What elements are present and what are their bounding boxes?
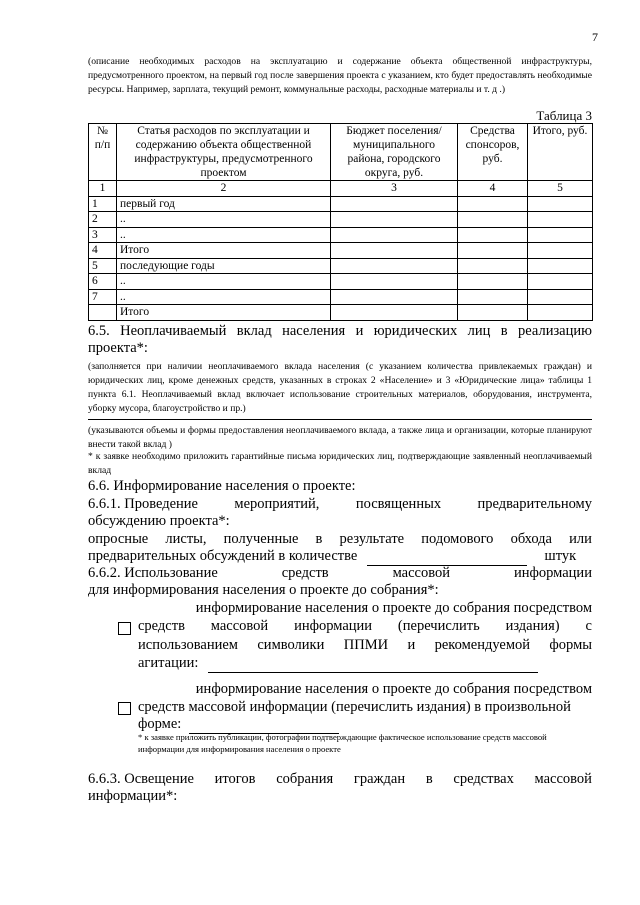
header-cell: Средства спонсоров, руб. (458, 124, 528, 181)
row-label: Итого (117, 305, 331, 321)
empty-cell (458, 305, 528, 321)
table-row (89, 258, 593, 274)
row-number: 1 (89, 196, 117, 212)
empty-cell (528, 196, 593, 212)
column-number: 5 (528, 181, 593, 197)
empty-cell (331, 227, 458, 243)
section-6-6-3-heading-cont: информации*: (88, 788, 178, 804)
empty-cell (458, 212, 528, 228)
option-2-checkbox[interactable] (118, 702, 131, 715)
table-row (89, 289, 593, 305)
option-1-checkbox[interactable] (118, 622, 131, 635)
column-number: 4 (458, 181, 528, 197)
row-number: 4 (89, 243, 117, 259)
survey-count-line: предварительных обсуждений в количестве штук (88, 548, 577, 564)
table-row (89, 274, 593, 290)
option-1-line2: средств массовой информации (перечислить издания) с (138, 618, 592, 634)
column-number: 3 (331, 181, 458, 197)
row-number: 2 (89, 212, 117, 228)
column-number: 2 (117, 181, 331, 197)
empty-cell (458, 258, 528, 274)
option-2-line2: средств массовой информации (перечислить издания) в произвольной (138, 699, 571, 715)
empty-cell (331, 196, 458, 212)
intro-note: (описание необходимых расходов на эксплуатацию и содержание объекта общественной инфраструктуры, предусмотренного проектом, на первый год после завершения проекта с указанием, кто будет предоставлять необходимые ресурсы. Например, зарплата, текущий ремонт, коммунальные расходы, расходные материалы и т. д .) (88, 56, 592, 95)
empty-cell (458, 274, 528, 290)
empty-cell (331, 258, 458, 274)
table-row (89, 243, 593, 259)
expense-table (88, 123, 593, 321)
row-label: последующие годы (117, 258, 331, 274)
table-header-row (89, 124, 593, 181)
section-6-5-fill-caption: (указываются объемы и формы предоставления неоплачиваемого вклада, а также лица и организации, которые планируют внести такой вклад ) (88, 425, 592, 450)
table-row (89, 305, 593, 321)
section-6-6-2-heading: 6.6.2. Использование средств массовой информации (88, 565, 592, 581)
option-1-field[interactable] (208, 655, 538, 673)
row-number: 5 (89, 258, 117, 274)
row-label: .. (117, 227, 331, 243)
header-cell: № п/п (89, 124, 117, 181)
page-number: 7 (592, 30, 598, 44)
row-label: .. (117, 274, 331, 290)
empty-cell (528, 212, 593, 228)
column-number-row (89, 181, 593, 197)
empty-cell (528, 227, 593, 243)
option-1-line4: агитации: (138, 655, 592, 673)
option-1-line1: информирование населения о проекте до собрания посредством (195, 600, 592, 616)
empty-cell (458, 243, 528, 259)
empty-cell (528, 258, 593, 274)
header-cell: Бюджет поселения/ муниципального района, городского округа, руб. (331, 124, 458, 181)
empty-cell (331, 243, 458, 259)
section-6-6-3-heading: 6.6.3. Освещение итогов собрания граждан в средствах массовой (88, 771, 592, 787)
row-label: Итого (117, 243, 331, 259)
row-label: первый год (117, 196, 331, 212)
row-number (89, 305, 117, 321)
empty-cell (458, 196, 528, 212)
empty-cell (528, 305, 593, 321)
row-label: .. (117, 212, 331, 228)
empty-cell (458, 227, 528, 243)
empty-cell (528, 289, 593, 305)
section-6-5-heading: 6.5. Неоплачиваемый вклад населения и юридических лиц в реализацию (88, 323, 592, 339)
section-6-6-1-heading: 6.6.1. Проведение мероприятий, посвященных предварительному (88, 496, 592, 512)
row-number: 3 (89, 227, 117, 243)
option-2-line1: информирование населения о проекте до собрания посредством (195, 681, 592, 697)
survey-count-field[interactable] (367, 548, 527, 566)
table-caption: Таблица 3 (536, 108, 592, 123)
section-6-6-2-footnote: * к заявке приложить публикации, фотографии подтверждающие фактическое использование средств массовой информации для информирования населения о проекте (138, 732, 547, 754)
column-number: 1 (89, 181, 117, 197)
section-6-6-heading: 6.6. Информирование населения о проекте: (88, 478, 356, 494)
empty-cell (528, 243, 593, 259)
row-number: 6 (89, 274, 117, 290)
fill-line (88, 419, 592, 420)
table-row (89, 196, 593, 212)
section-6-5-note: (заполняется при наличии неоплачиваемого вклада населения (с указанием количества привлекаемых граждан) и юридических лиц, кроме денежных средств, указанных в строках 2 «Население» и 3 «Юридические лица» таблицы 1 пункта 6.1. Неоплачиваемый вклад включает использование строительных материалов, оборудования, инструмента, уборку мусора, благоустройство и пр.) (88, 361, 592, 414)
table-row (89, 212, 593, 228)
table-row (89, 227, 593, 243)
section-6-6-1-heading-cont: обсуждению проекта*: (88, 513, 230, 529)
header-cell: Статья расходов по эксплуатации и содержанию объекта общественной инфраструктуры, предусмотренного проектом (117, 124, 331, 181)
empty-cell (331, 212, 458, 228)
empty-cell (331, 305, 458, 321)
header-cell: Итого, руб. (528, 124, 593, 181)
empty-cell (331, 289, 458, 305)
row-number: 7 (89, 289, 117, 305)
section-6-5-heading-cont: проекта*: (88, 340, 148, 356)
option-2-line3: форме: (138, 716, 592, 734)
survey-paragraph: опросные листы, полученные в результате подомового обхода или (88, 531, 592, 547)
section-6-5-footnote: * к заявке необходимо приложить гарантийные письма юридических лиц, подтверждающие заявленный неоплачиваемый вклад (88, 451, 592, 476)
empty-cell (331, 274, 458, 290)
section-6-6-2-heading-cont: для информирования населения о проекте до собрания*: (88, 582, 439, 598)
empty-cell (528, 274, 593, 290)
option-1-line3: использованием символики ППМИ и рекомендуемой формы (138, 637, 592, 653)
empty-cell (458, 289, 528, 305)
row-label: .. (117, 289, 331, 305)
